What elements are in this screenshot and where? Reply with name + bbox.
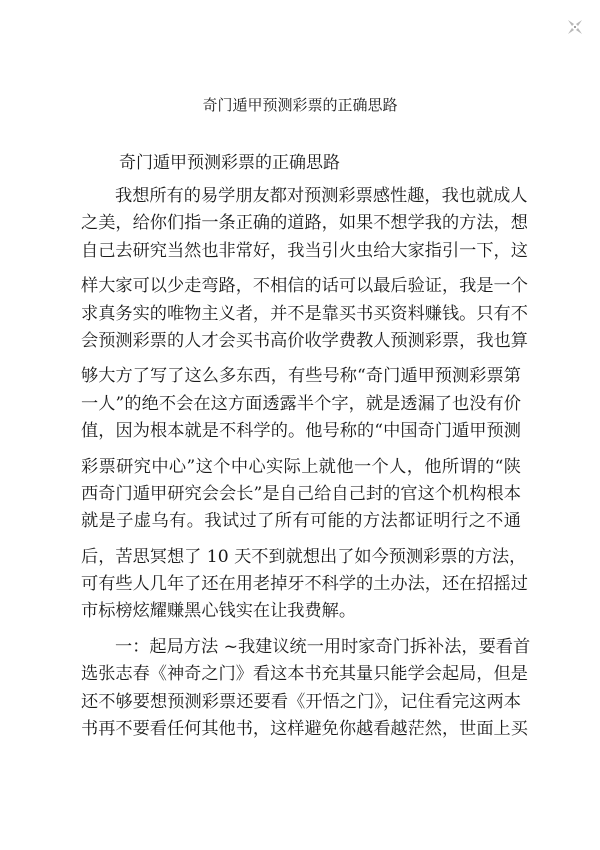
- text-line: 书再不要看任何其他书，这样避免你越看越茫然，世面上买: [81, 719, 528, 740]
- text-line: 自己去研究当然也非常好，我当引火虫给大家指引一下，这: [81, 240, 528, 261]
- text-line: 会预测彩票的人才会买书高价收学费教人预测彩票，我也算: [81, 330, 528, 351]
- text-line: 后，苦思冥想了 10 天不到就想出了如今预测彩票的方法，: [81, 546, 527, 567]
- text-line: 一：起局方法 ~我建议统一用时家奇门拆补法，要看首: [115, 636, 531, 657]
- text-line: 样大家可以少走弯路，不相信的话可以最后验证，我是一个: [81, 276, 528, 297]
- text-line: 一人”的绝不会在这方面透露半个字，就是透漏了也没有价: [81, 393, 521, 414]
- text-line: 还不够要想预测彩票还要看《开悟之门》，记住看完这两本: [81, 691, 521, 712]
- text-line: 值，因为根本就是不科学的。他号称的“中国奇门遁甲预测: [81, 421, 521, 442]
- text-line: 之美，给你们指一条正确的道路，如果不想学我的方法，想: [81, 213, 528, 234]
- document-title: 奇门遁甲预测彩票的正确思路: [202, 96, 398, 114]
- text-line: 选张志春《神奇之门》看这本书充其量只能学会起局，但是: [81, 664, 528, 685]
- document-subtitle: 奇门遁甲预测彩票的正确思路: [119, 153, 340, 173]
- document-body: [81, 183, 531, 743]
- collapse-arrows-icon[interactable]: [565, 17, 585, 37]
- text-line: 市标榜炫耀赚黑心钱实在让我费解。: [81, 601, 357, 622]
- text-line: 西奇门遁甲研究会会长”是自己给自己封的官这个机构根本: [81, 483, 521, 504]
- text-line: 够大方了写了这么多东西，有些号称“奇门遁甲预测彩票第: [81, 366, 521, 387]
- text-line: 我想所有的易学朋友都对预测彩票感性趣，我也就成人: [115, 186, 528, 206]
- text-line: 就是子虚乌有。我试过了所有可能的方法都证明行之不通: [81, 511, 521, 532]
- text-line: 求真务实的唯物主义者，并不是靠买书买资料赚钱。只有不: [81, 303, 528, 324]
- text-line: 可有些人几年了还在用老掉牙不科学的土办法，还在招摇过: [81, 574, 528, 595]
- text-line: 彩票研究中心”这个中心实际上就他一个人，他所谓的“陕: [81, 456, 521, 477]
